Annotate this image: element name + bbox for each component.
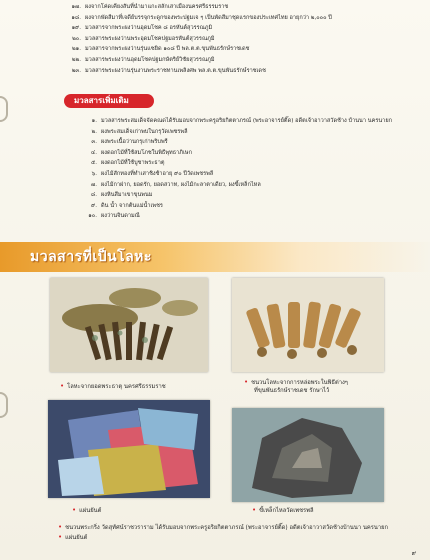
banner-title: มวลสารที่เป็นโลหะ	[30, 249, 152, 265]
footer-note-1: • ชนวนพระกริ่ง วัดสุทัศน์ราชวราราม ได้รับมอบจากพระครูอริยกิตตาภรณ์ (พระอาจารย์ติ๊ด) อดีตเจ้าอาวาสวัดช้างบ้านนา นครนายก	[58, 523, 389, 531]
list-item: ๘. ผงหินสีมาเขาขุนพนม	[90, 192, 153, 199]
list-item: ๗. ผงไม้กาฝาก, ยอดรัก, ยอดสวาท, ผงไม้กะลาตาเดียว, ผงขี้เหล็กไหล	[91, 181, 261, 188]
footer-note-2: • แผ่นยันต์	[58, 533, 88, 541]
list-item: ๖. ผงไม้สักทองที่ทำเสาชิงช้าอายุ ๙๐ ปีวัดเพชรพลี	[91, 170, 214, 177]
photo-lek-lai	[232, 408, 384, 502]
list-item: ๙. ดิน น้ำ จากต้นแม่น้ำเพชร	[91, 202, 163, 209]
list-item: ๑๗. ผงจากโค่ดเคียงสันที่นำมาแกะสลักเสาเมืองนครศรีธรรมราช	[71, 4, 229, 10]
list-item: ๒. ผงพระสมเด็จเก่าพบในกรุวัดเพชรพลี	[91, 128, 188, 135]
list-item: ๔. ผงดอกไม้ที่ใช้สมโภชในพิธีพุทธาภิเษก	[90, 149, 192, 156]
list-item: ๕. ผงดอกไม้ที่ใช้บูชาพระธาตุ	[90, 160, 165, 167]
bullet-icon: •	[244, 378, 249, 386]
list-item: ๓. ผงพระเนื้อว่านกรุเก่าพริบพรี	[91, 139, 168, 146]
list-item: ๒๒. มวลสารพระผงว่านอุดมโชคปฐมกษัตริย์วิชัยสุวรรณภูมิ	[71, 56, 215, 63]
bullet-icon: •	[58, 533, 63, 541]
caption-lek-lai: • ขี้เหล็กไหลวัดเพชรพลี	[252, 506, 314, 514]
bullet-icon: •	[72, 506, 77, 514]
metal-section-banner	[0, 242, 430, 272]
photo-yant-sheets	[48, 400, 210, 498]
list-item: ๑๘. ผงจากพัดสีมาที่เจดีย์บรรจุกระดูกของพระปฐมเจ ๆ เป็นพัดสีมาชุดแรกของประเทศไทย อายุกว่า ๒,๐๐๐ ปี	[71, 14, 332, 21]
list-item: ๒๓. มวลสารพระผงว่านรุ่นงานพระราชทานเพลิงศพ พล.ต.ต.ขุนพันธรักษ์ราชเดช	[71, 67, 266, 74]
list-item: ๑๐. ผงว่านจินดามณี	[88, 213, 140, 220]
binder-ring	[0, 96, 8, 122]
caption-pagoda-metal: • โลหะจากยอดพระธาตุ นครศรีธรรมราช	[60, 382, 166, 390]
list-item: ๑๙. มวลสารจากพระผงว่านอุดมโชค ๘ อรหันต์สุวรรณภูมิ	[71, 25, 213, 32]
bullet-icon: •	[252, 506, 257, 514]
caption-yant-sheets: • แผ่นยันต์	[72, 506, 102, 514]
caption-casting-residue: • ชนวนโลหะจากการหล่อพระในพิธีต่างๆ ที่ขุนพันธรักษ์ราชเดช รักษาไว้	[244, 378, 348, 394]
ingredient-list-continued	[60, 2, 332, 76]
photo-pagoda-metal	[50, 278, 208, 372]
page-number: ๙	[411, 550, 416, 557]
list-item: ๑. มวลสารพระสมเด็จจัดคณดได้รับมอบจากพระครูอริยกิตตาภรณ์ (พระอาจารย์ติ๊ด) อดีตเจ้าอาวาสวัดช้าง บ้านนา นครนายก	[91, 118, 392, 124]
photo-casting-residue	[232, 278, 384, 372]
binder-ring	[0, 392, 8, 418]
list-item: ๒๐. มวลสารพระผงว่านพระอุดมโชคปฐมอรหันต์สุวรรณภูมิ	[72, 35, 215, 42]
extra-ingredient-list	[76, 116, 392, 222]
bullet-icon: •	[58, 523, 63, 531]
bullet-icon: •	[60, 382, 65, 390]
section-heading-extra: มวลสารเพิ่มเติม	[64, 94, 154, 108]
list-item: ๒๑. มวลสารจากพระผงว่านรุ่นแซยิด ๑๐๘ ปี พล.ต.ต.ขุนพันธรักษ์ราชเดช	[71, 46, 250, 53]
